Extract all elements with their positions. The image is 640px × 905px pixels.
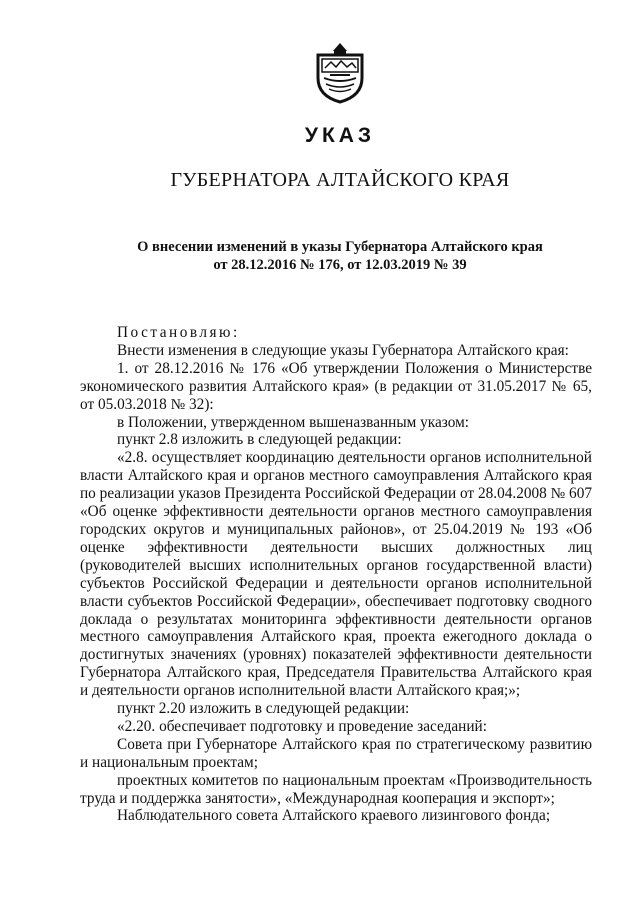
paragraph: Совета при Губернаторе Алтайского края по стратегическому развитию и национальным проектам; [80, 735, 592, 771]
paragraph: проектных комитетов по национальным проектам «Производительность труда и поддержка занятости», «Международная кооперация и экспорт»; [80, 771, 592, 807]
paragraph: в Положении, утвержденном вышеназванным указом: [117, 413, 470, 431]
paragraph: пункт 2.8 изложить в следующей редакции: [117, 431, 402, 449]
paragraph: пункт 2.20 изложить в следующей редакции: [117, 700, 410, 718]
paragraph: «2.20. обеспечивает подготовку и проведение заседаний: [117, 717, 487, 735]
decree-heading: УКАЗ [304, 124, 376, 147]
document-body [80, 324, 592, 825]
coat-of-arms-emblem [310, 38, 370, 106]
document-title-line-1: О внесении изменений в указы Губернатора Алтайского края [137, 239, 543, 255]
paragraph: «2.8. осуществляет координацию деятельности органов исполнительной власти Алтайского края и органов местного самоуправления Алтайского края по реализации указов Президента Российской Федерации от 28.04.2008 № 607 «Об оценке эффективности деятельности органов местного самоуправления городских округов и муниципальных районов», от 25.04.2019 № 193 «Об оценке эффективности деятельности высших должностных лиц (руководителей высших исполнительных органов государственной власти) субъектов Российской Федерации и деятельности органов исполнительной власти субъектов Российской Федерации», обеспечивает подготовку сводного доклада о результатах мониторинга эффективности деятельности органов местного самоуправления Алтайского края, проекта ежегодного доклада о достигнутых значениях (уровнях) показателей эффективности деятельности Губернатора Алтайского края, Председателя Правительства Алтайского края и деятельности органов исполнительной власти Алтайского края;»; [80, 449, 592, 700]
document-title-line-2: от 28.12.2016 № 176, от 12.03.2019 № 39 [213, 257, 467, 273]
paragraph-decree-word: Постановляю: [117, 324, 240, 341]
document-title [120, 238, 560, 274]
paragraph: 1. от 28.12.2016 № 176 «Об утверждении Положения о Министерстве экономического развития Алтайского края» (в редакции от 31.05.2017 № 65, от 05.03.2018 № 32): [80, 359, 592, 413]
decree-issuer: ГУБЕРНАТОРА АЛТАЙСКОГО КРАЯ [170, 169, 510, 191]
paragraph: Внести изменения в следующие указы Губернатора Алтайского края: [117, 341, 569, 359]
paragraph: Наблюдательного совета Алтайского краевого лизингового фонда; [117, 807, 551, 825]
